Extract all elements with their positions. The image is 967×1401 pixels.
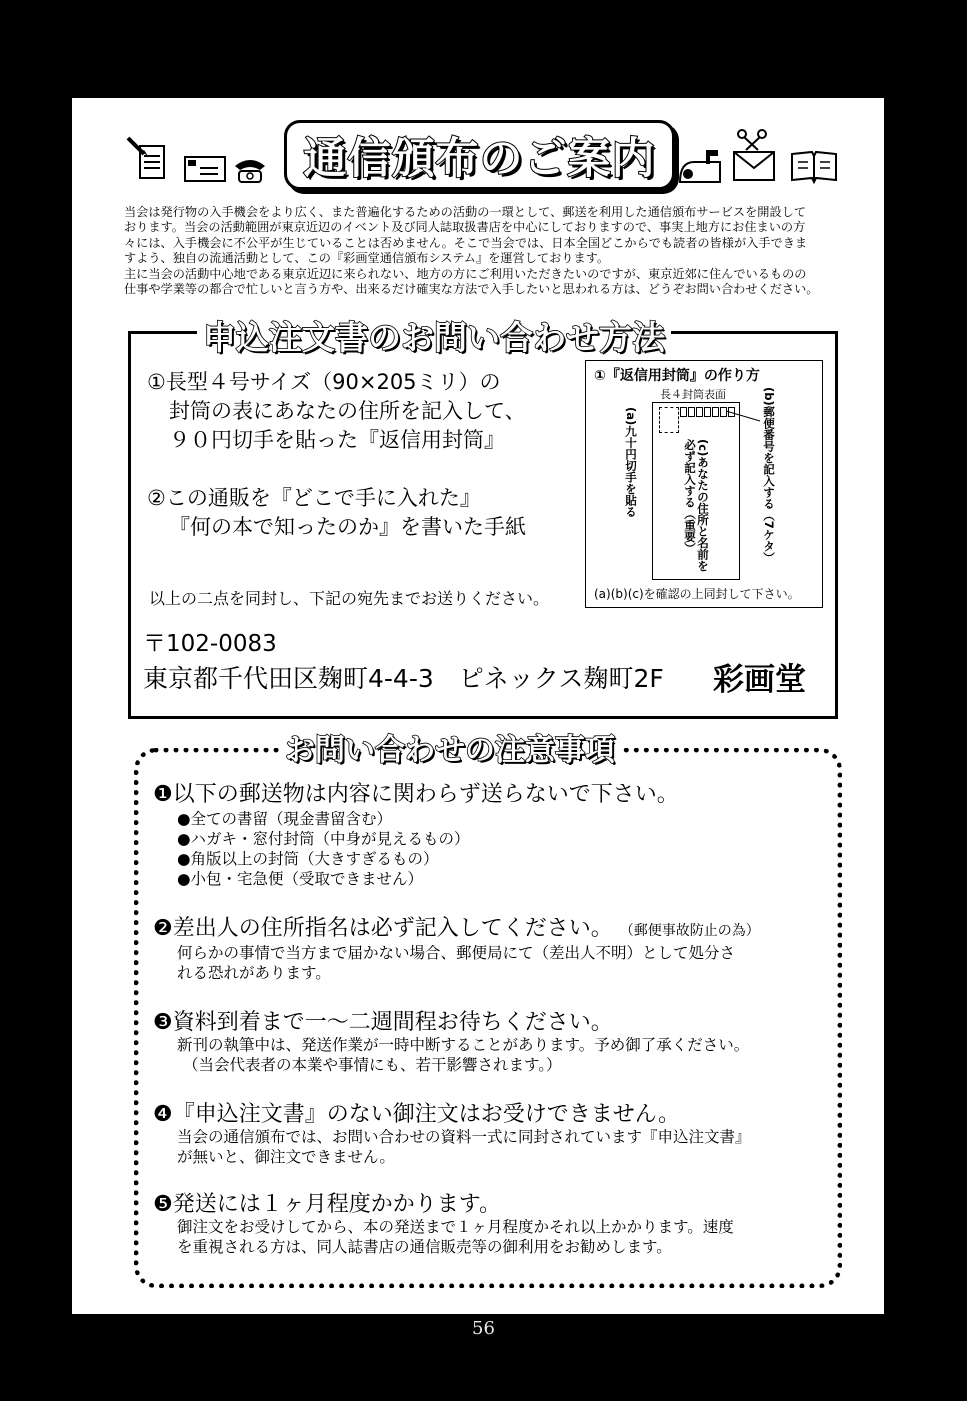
body-line: （当会代表者の本業や事情にも、若干影響されます。）: [183, 1056, 562, 1074]
body-line: 何らかの事情で当方まで届かない場合、郵便局にて（差出人不明）として処分さ: [177, 944, 736, 962]
enclose-instruction: 以上の二点を同封し、下記の宛先までお送りください。: [149, 589, 550, 608]
note-1-list: [177, 809, 470, 889]
note-2-text: ❷差出人の住所指名は必ず記入してください。: [153, 916, 613, 941]
requirement-line: ①長型４号サイズ（90×205ミリ）の: [147, 370, 501, 394]
mailing-address: 東京都千代田区麹町4-4-3 ピネックス麹町2F: [143, 664, 664, 693]
envelope-subtitle: 長４封筒表面: [660, 388, 726, 401]
note-2-body: [177, 943, 735, 983]
book-icon: [790, 148, 838, 184]
note-4-body: [177, 1127, 751, 1167]
intro-paragraph: [124, 205, 846, 297]
requirement-line: 封筒の表にあなたの住所を記入して、: [169, 399, 526, 423]
list-item: ●小包・宅急便（受取できません）: [177, 870, 424, 888]
requirement-2: [147, 484, 526, 542]
note-1-heading: ❶以下の郵送物は内容に関わらず送らないで下さい。: [153, 782, 679, 807]
telephone-icon: [232, 156, 268, 184]
order-section-title: 申込注文書のお問い合わせ方法: [197, 312, 671, 359]
body-line: 新刊の執筆中は、発送作業が一時中断することがあります。予め御了承ください。: [177, 1036, 750, 1054]
intro-line: すよう、独自の流通活動として、この『彩画堂通信頒布システム』を運営しております。: [124, 251, 610, 266]
label-stamp: (a)九十円切手を貼る: [624, 407, 638, 518]
publisher-name: 彩画堂: [713, 662, 806, 698]
pen-document-icon: [126, 134, 170, 182]
body-line: 御注文をお受けしてから、本の発送まで１ヶ月程度かそれ以上かかります。速度: [177, 1218, 734, 1236]
intro-line: おります。当会の活動範囲が東京近辺のイベント及び同人誌取扱書店を中心にしておりますので、事実上地方にお住まいの方: [124, 220, 806, 235]
label-address: (c)あなたの住所と名前を必ず記入する（重要）: [683, 439, 710, 572]
body-line: が無いと、御注文できません。: [177, 1148, 395, 1166]
mailbox-icon: [676, 146, 726, 186]
note-5-body: [177, 1217, 734, 1257]
envelope-heading: ①『返信用封筒』の作り方: [594, 368, 760, 384]
note-4-heading: ❹『申込注文書』のない御注文はお受けできません。: [153, 1102, 681, 1127]
note-3-body: [177, 1035, 749, 1075]
intro-line: 々には、入手機会に不公平が生じていることは否めません。そこで当会では、日本全国どこからでも読者の皆様が入手できま: [124, 235, 808, 250]
stamp-placeholder: [659, 407, 679, 433]
list-item: ●全ての書留（現金書留含む）: [177, 810, 393, 828]
document-page: [72, 98, 884, 1314]
body-line: れる恐れがあります。: [177, 964, 331, 982]
postal-code: 〒102-0083: [143, 631, 277, 657]
page-number: 56: [472, 1318, 495, 1339]
label-postal: (b)郵便番号を記入する（7ケタ）: [762, 387, 776, 564]
letter-icon: [184, 156, 226, 182]
intro-line: 仕事や学業等の都合で忙しいと言う方や、出来るだけ確実な方法で入手したいと思われる方は、どうぞお問い合わせください。: [124, 282, 819, 297]
intro-line: 当会は発行物の入手機会をより広く、また普遍化するための活動の一環として、郵送を利用した通信頒布サービスを開設して: [124, 205, 807, 219]
requirement-line: 『何の本で知ったのか』を書いた手紙: [169, 515, 526, 539]
note-2-heading: [153, 911, 760, 942]
body-line: 当会の通信頒布では、お問い合わせの資料一式に同封されています『申込注文書』: [177, 1128, 751, 1146]
inquiry-notes-section: [134, 733, 842, 1288]
note-3-heading: ❸資料到着まで一～二週間程お待ちください。: [153, 1010, 613, 1035]
envelope-outline: [652, 402, 740, 580]
notes-section-title: お問い合わせの注意事項: [279, 725, 621, 769]
requirement-1: [147, 368, 526, 455]
leader-line: [726, 407, 766, 427]
note-5-heading: ❺発送には１ヶ月程度かかります。: [153, 1192, 501, 1217]
body-line: を重視される方は、同人誌書店の通信販売等の御利用をお勧めします。: [177, 1238, 672, 1256]
requirement-line: ②この通販を『どこで手に入れた』: [147, 486, 481, 510]
return-envelope-diagram: [585, 360, 823, 608]
list-item: ●ハガキ・窓付封筒（中身が見えるもの）: [177, 830, 470, 848]
intro-line: 主に当会の活動中心地である東京近辺に来られない、地方の方にご利用いただきたいのですが、東京近郊に住んでいるものの: [124, 266, 807, 281]
order-inquiry-section: [128, 318, 838, 719]
note-2-tag: （郵便事故防止の為）: [619, 923, 760, 939]
requirement-line: ９０円切手を貼った『返信用封筒』: [169, 428, 505, 452]
envelope-footer: (a)(b)(c)を確認の上同封して下さい。: [594, 587, 800, 601]
list-item: ●角版以上の封筒（大きすぎるもの）: [177, 850, 439, 868]
page-title: 通信頒布のご案内: [284, 120, 675, 190]
scissors-envelope-icon: [732, 128, 778, 184]
